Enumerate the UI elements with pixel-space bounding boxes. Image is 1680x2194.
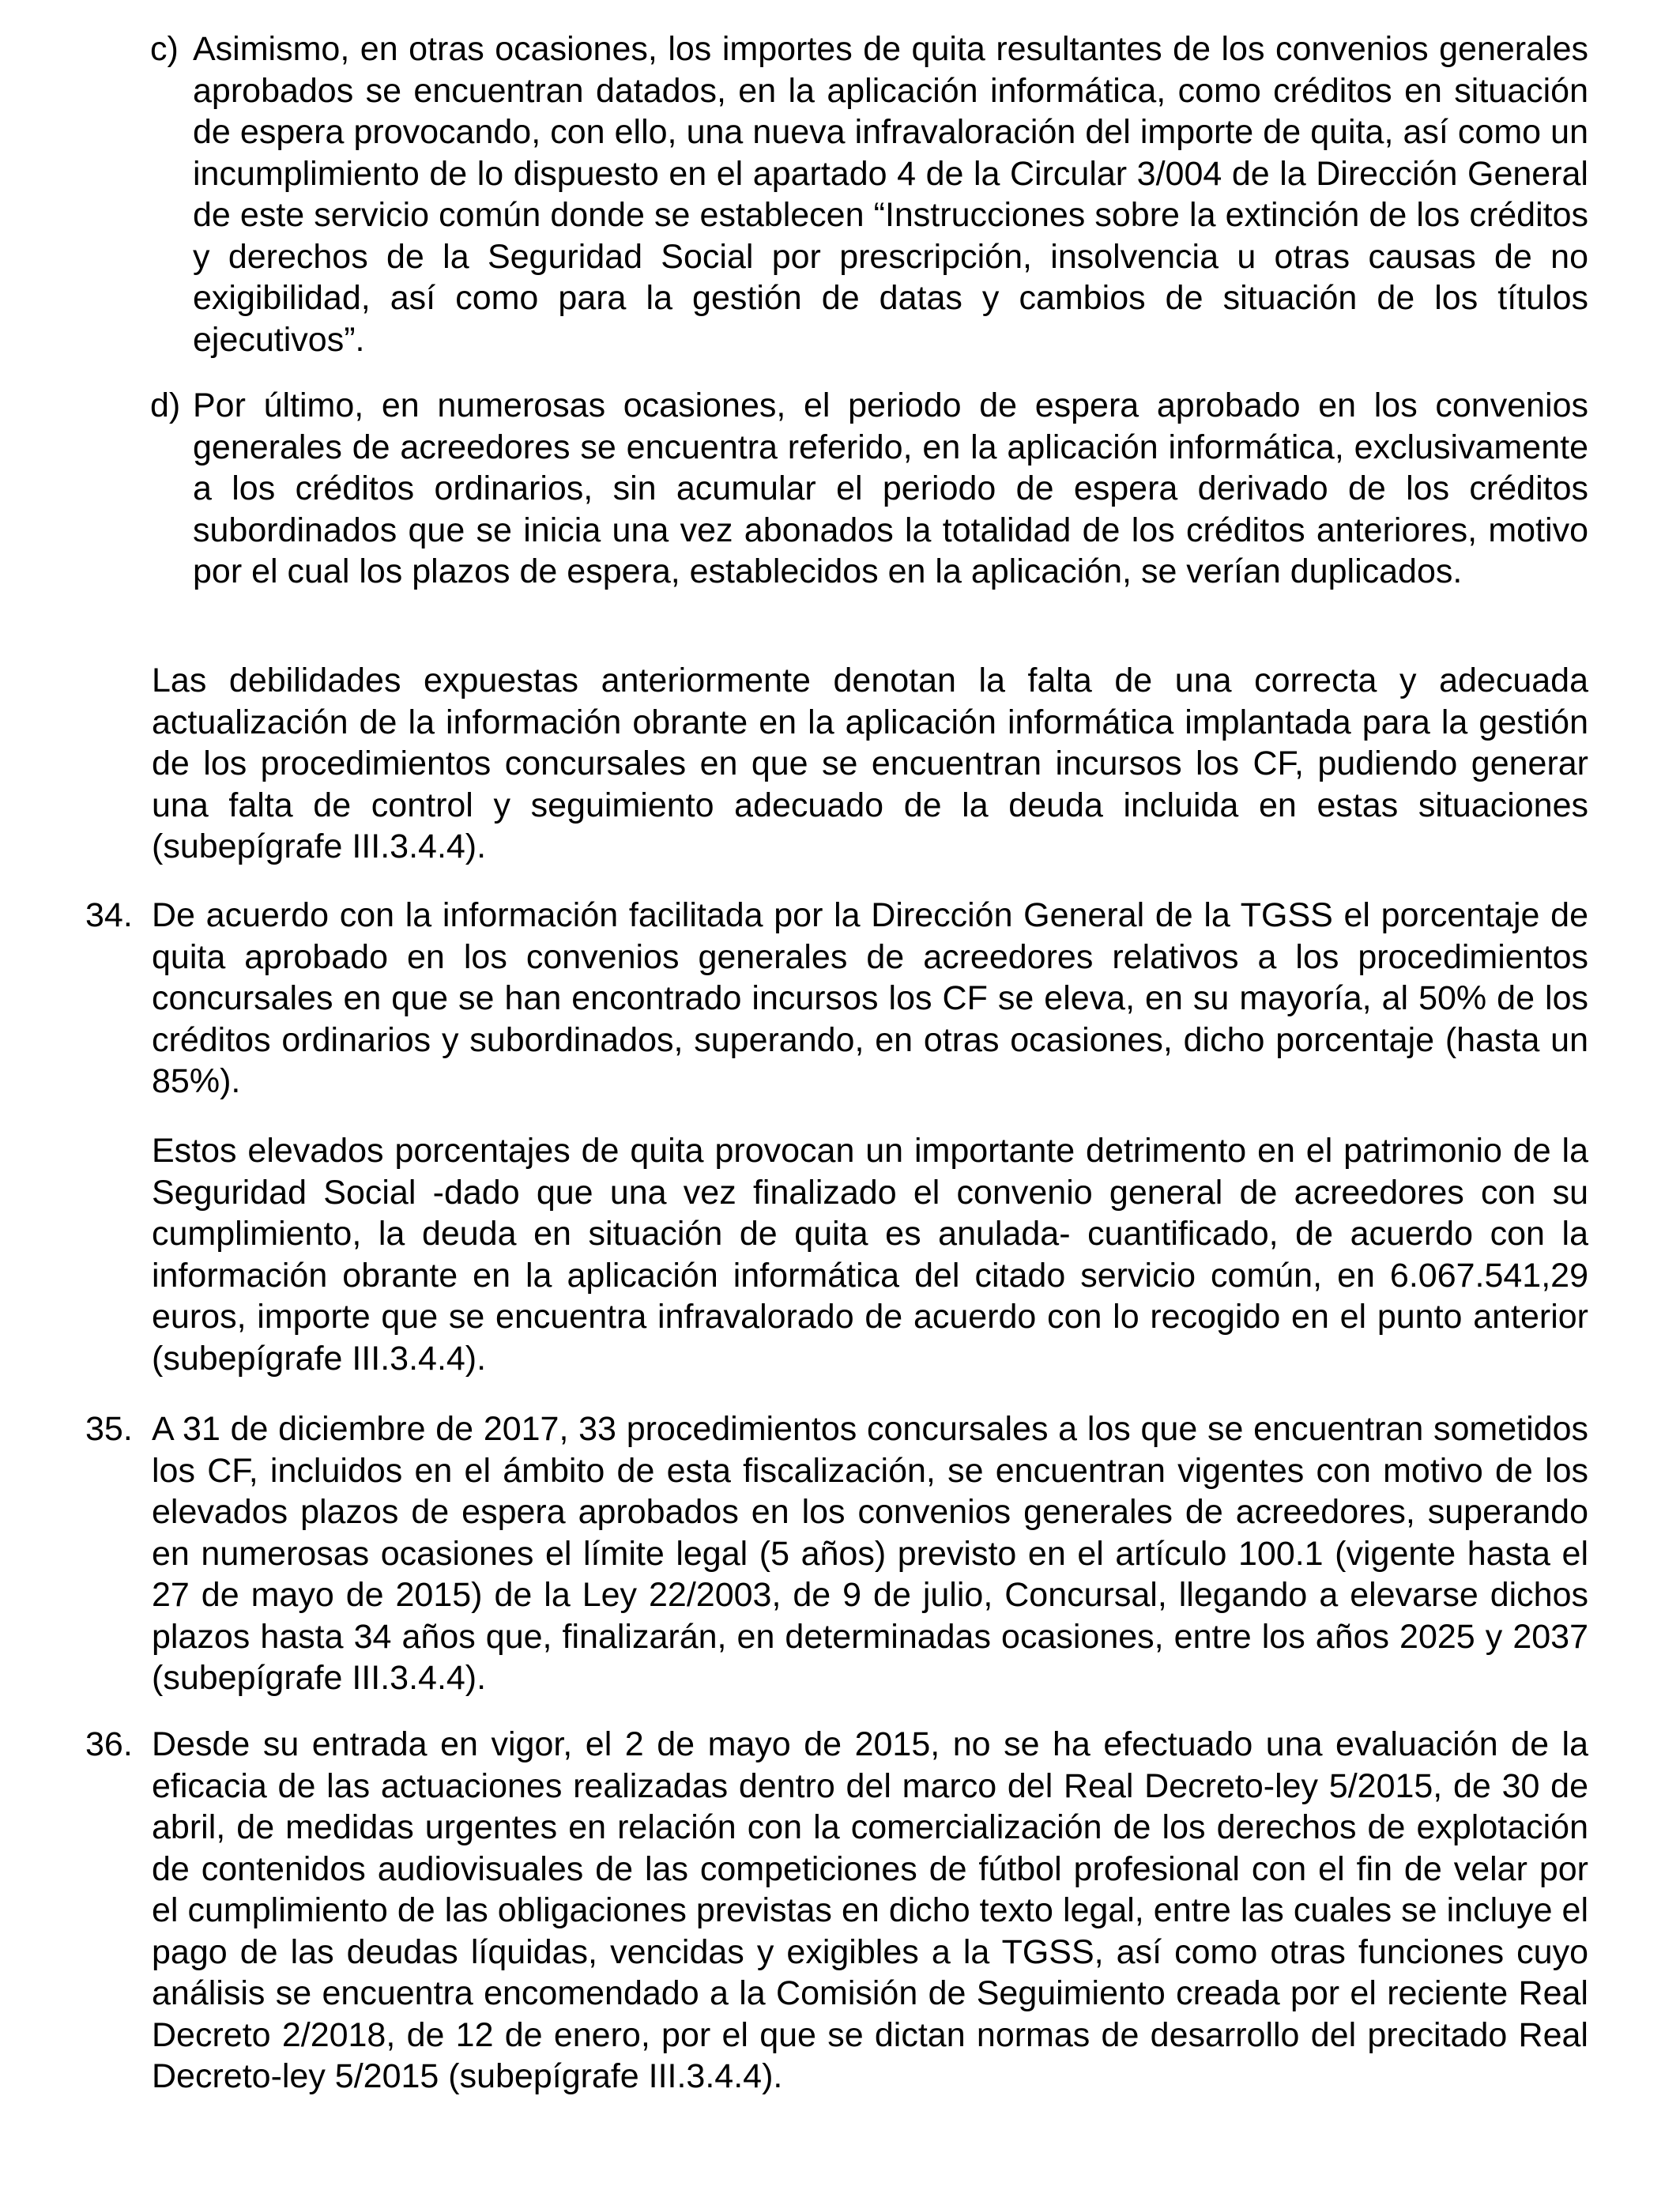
paragraph-34-continuation: Estos elevados porcentajes de quita provocan un importante detrimento en el patrimonio de la Seguridad Social -dado que una vez finalizado el convenio general de acreedores con su cumplimiento, la deuda en situación de quita es anulada- cuantificado, de acuerdo con la información obrante en la aplicación informática del citado servicio común, en 6.067.541,29 euros, importe que se encuentra infravalorado de acuerdo con lo recogido en el punto anterior (subepígrafe III.3.4.4). <box>152 1132 1588 1378</box>
paragraph-34-number: 34. <box>85 896 133 934</box>
paragraph-34-text: De acuerdo con la información facilitada por la Dirección General de la TGSS el porcentaje de quita aprobado en los convenios generales de acreedores relativos a los procedimientos concursales en que se han encontrado incursos los CF se eleva, en su mayoría, al 50% de los créditos ordinarios y subordinados, superando, en otras ocasiones, dicho porcentaje (hasta un 85%). <box>152 896 1588 1100</box>
item-c-text: Asimismo, en otras ocasiones, los importes de quita resultantes de los convenios generales aprobados se encuentran datados, en la aplicación informática, como créditos en situación de espera provocando, con ello, una nueva infravaloración del importe de quita, así como un incumplimiento de lo dispuesto en el apartado 4 de la Circular 3/004 de la Dirección General de este servicio común donde se establecen “Instrucciones sobre la extinción de los créditos y derechos de la Seguridad Social por prescripción, insolvencia u otras causas de no exigibilidad, así como para la gestión de datas y cambios de situación de los títulos ejecutivos”. <box>193 30 1588 359</box>
paragraph-35-text: A 31 de diciembre de 2017, 33 procedimientos concursales a los que se encuentran sometidos los CF, incluidos en el ámbito de esta fiscalización, se encuentran vigentes con motivo de los elevados plazos de espera aprobados en los convenios generales de acreedores, superando en numerosas ocasiones el límite legal (5 años) previsto en el artículo 100.1 (vigente hasta el 27 de mayo de 2015) de la Ley 22/2003, de 9 de julio, Concursal, llegando a elevarse dichos plazos hasta 34 años que, finalizarán, en determinadas ocasiones, entre los años 2025 y 2037 (subepígrafe III.3.4.4). <box>152 1410 1588 1697</box>
paragraph-36-text: Desde su entrada en vigor, el 2 de mayo de 2015, no se ha efectuado una evaluación de la eficacia de las actuaciones realizadas dentro del marco del Real Decreto-ley 5/2015, de 30 de abril, de medidas urgentes en relación con la comercialización de los derechos de explotación de contenidos audiovisuales de las competiciones de fútbol profesional con el fin de velar por el cumplimiento de las obligaciones previstas en dicho texto legal, entre las cuales se incluye el pago de las deudas líquidas, vencidas y exigibles a la TGSS, así como otras funciones cuyo análisis se encuentra encomendado a la Comisión de Seguimiento creada por el reciente Real Decreto 2/2018, de 12 de enero, por el que se dictan normas de desarrollo del precitado Real Decreto-ley 5/2015 (subepígrafe III.3.4.4). <box>152 1725 1588 2095</box>
item-d-text: Por último, en numerosas ocasiones, el periodo de espera aprobado en los convenios generales de acreedores se encuentra referido, en la aplicación informática, exclusivamente a los créditos ordinarios, sin acumular el periodo de espera derivado de los créditos subordinados que se inicia una vez abonados la totalidad de los créditos anteriores, motivo por el cual los plazos de espera, establecidos en la aplicación, se verían duplicados. <box>193 386 1588 590</box>
paragraph-36-number: 36. <box>85 1725 133 1763</box>
summary-paragraph: Las debilidades expuestas anteriormente denotan la falta de una correcta y adecuada actualización de la información obrante en la aplicación informática implantada para la gestión de los procedimientos concursales en que se encuentran incursos los CF, pudiendo generar una falta de control y seguimiento adecuado de la deuda incluida en estas situaciones (subepígrafe III.3.4.4). <box>152 662 1588 865</box>
paragraph-35-number: 35. <box>85 1410 133 1448</box>
item-d-label: d) <box>150 386 181 424</box>
item-c-label: c) <box>150 30 179 68</box>
